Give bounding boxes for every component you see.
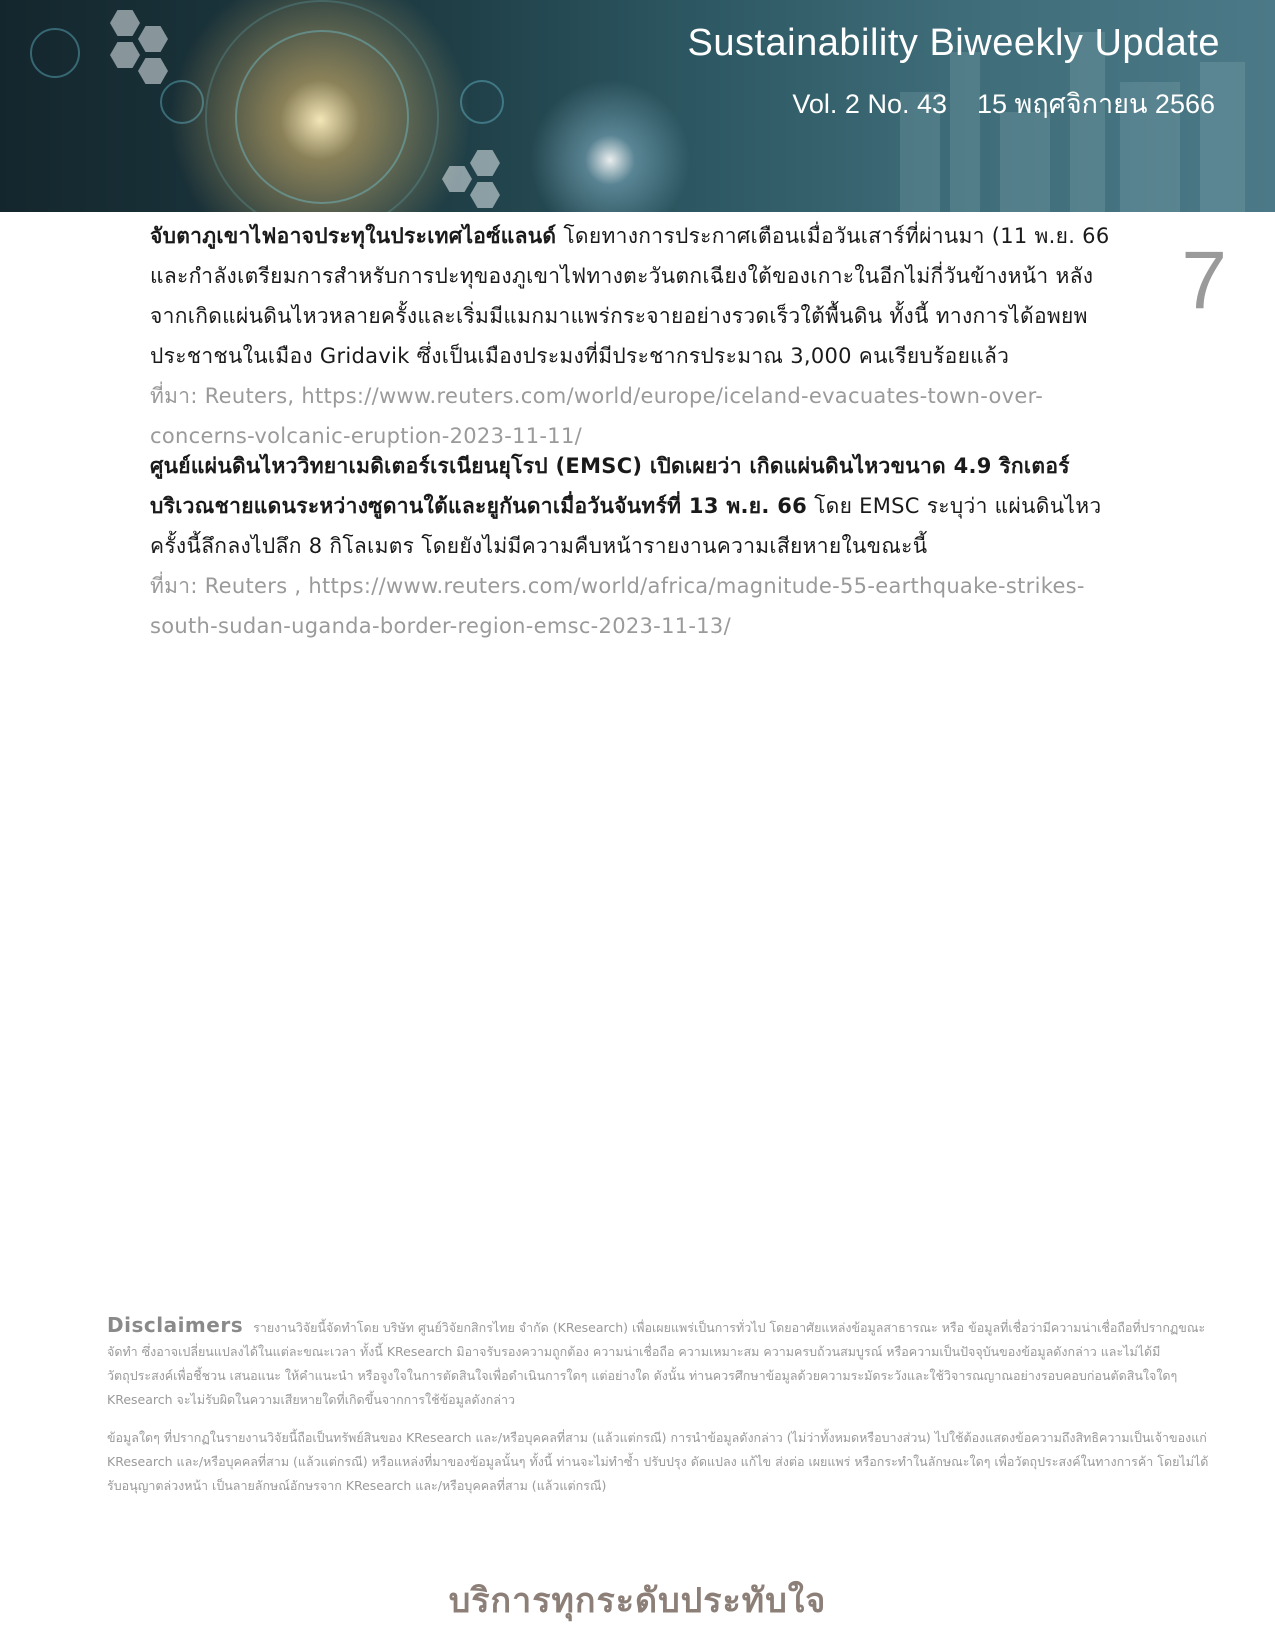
hexagon-decoration <box>110 42 140 68</box>
disclaimer-paragraph <box>107 1313 1215 1412</box>
hexagon-decoration <box>470 150 500 176</box>
disclaimer-block <box>107 1313 1215 1412</box>
issue-volume: Vol. 2 No. 43 <box>792 89 947 119</box>
city-building <box>950 52 980 212</box>
disclaimer-text: รายงานวิจัยนี้จัดทำโดย บริษัท ศูนย์วิจัยกสิกรไทย จำกัด (KResearch) เพื่อเผยแพร่เป็นการทั่วไป โดยอาศัยแหล่งข้อมูลสาธารณะ หรือ ข้อมูลที่เชื่อว่ามีความน่าเชื่อถือที่ปรากฏขณะจัดทำ ซึ่งอาจเปลี่ยนแปลงได้ในแต่ละขณะเวลา ทั้งนี้ KResearch มิอาจรับรองความถูกต้อง ความน่าเชื่อถือ ความเหมาะสม ความครบถ้วนสมบูรณ์ หรือความเป็นปัจจุบันของข้อมูลดังกล่าว และไม่ได้มีวัตถุประสงค์เพื่อชี้ชวน เสนอแนะ ให้คำแนะนำ หรือจูงใจในการตัดสินใจเพื่อดำเนินการใดๆ แต่อย่างใด ดังนั้น ท่านควรศึกษาข้อมูลด้วยความระมัดระวังและใช้วิจารณญาณอย่างรอบคอบก่อนตัดสินใจใดๆ KResearch จะไม่รับผิดในความเสียหายใดที่เกิดขึ้นจากการใช้ข้อมูลดังกล่าว <box>107 1320 1206 1407</box>
news-headline: จับตาภูเขาไฟอาจประทุในประเทศไอซ์แลนด์ <box>150 224 557 248</box>
footer-slogan: บริการทุกระดับประทับใจ <box>448 1581 827 1621</box>
hexagon-decoration <box>110 10 140 36</box>
recycle-icon <box>460 80 504 124</box>
hexagon-decoration <box>442 166 472 192</box>
news-paragraph <box>150 216 1125 376</box>
hexagon-decoration <box>138 58 168 84</box>
news-item-earthquake <box>150 446 1125 646</box>
hexagon-decoration <box>138 26 168 52</box>
circuit-ring-decoration <box>205 0 439 212</box>
disclaimer-heading: Disclaimers <box>107 1313 244 1337</box>
city-building <box>1000 112 1050 212</box>
news-item-iceland <box>150 216 1125 456</box>
news-source: ที่มา: Reuters , https://www.reuters.com/world/africa/magnitude-55-earthquake-strikes-south-sudan-uganda-border-region-emsc-2023-11-13/ <box>150 574 1085 638</box>
hexagon-decoration <box>470 182 500 208</box>
page-number: 7 <box>1181 235 1227 326</box>
plant-icon <box>160 80 204 124</box>
leaf-icon <box>30 28 80 78</box>
newsletter-title: Sustainability Biweekly Update <box>687 22 1220 64</box>
disclaimer-text: ข้อมูลใดๆ ที่ปรากฏในรายงานวิจัยนี้ถือเป็นทรัพย์สินของ KResearch และ/หรือบุคคลที่สาม (แล้วแต่กรณี) การนำข้อมูลดังกล่าว (ไม่ว่าทั้งหมดหรือบางส่วน) ไปใช้ต้องแสดงข้อความถึงสิทธิความเป็นเจ้าของแก่ KResearch และ/หรือบุคคลที่สาม (แล้วแต่กรณี) หรือแหล่งที่มาของข้อมูลนั้นๆ ทั้งนี้ ท่านจะไม่ทำซ้ำ ปรับปรุง ดัดแปลง แก้ไข ส่งต่อ เผยแพร่ หรือกระทำในลักษณะใดๆ เพื่อวัตถุประสงค์ในทางการค้า โดยไม่ได้รับอนุญาตล่วงหน้า เป็นลายลักษณ์อักษรจาก KResearch และ/หรือบุคคลที่สาม (แล้วแต่กรณี) <box>107 1430 1209 1493</box>
disclaimer-block <box>107 1426 1215 1498</box>
issue-info <box>792 82 1215 125</box>
news-body: โดย EMSC ระบุว่า แผ่นดินไหวครั้งนี้ลึกลงไปลึก 8 กิโลเมตร โดยยังไม่มีความคืบหน้ารายงานความเสียหายในขณะนี้ <box>150 494 1102 558</box>
header-banner <box>0 0 1275 212</box>
issue-date: 15 พฤศจิกายน 2566 <box>977 89 1215 119</box>
news-source: ที่มา: Reuters, https://www.reuters.com/world/europe/iceland-evacuates-town-over-concerns-volcanic-eruption-2023-11-11/ <box>150 384 1044 448</box>
news-paragraph <box>150 446 1125 566</box>
news-headline: ศูนย์แผ่นดินไหววิทยาเมดิเตอร์เรเนียนยุโรป (EMSC) เปิดเผยว่า เกิดแผ่นดินไหวขนาด 4.9 ริกเตอร์บริเวณชายแดนระหว่างซูดานใต้และยูกันดาเมื่อวันจันทร์ที่ 13 พ.ย. 66 <box>150 454 1070 518</box>
news-body: โดยทางการประกาศเตือนเมื่อวันเสาร์ที่ผ่านมา (11 พ.ย. 66 และกำลังเตรียมการสำหรับการปะทุของภูเขาไฟทางตะวันตกเฉียงใต้ของเกาะในอีกไม่กี่วันข้างหน้า หลังจากเกิดแผ่นดินไหวหลายครั้งและเริ่มมีแมกมาแพร่กระจายอย่างรวดเร็วใต้พื้นดิน ทั้งนี้ ทางการได้อพยพประชาชนในเมือง Gridavik ซึ่งเป็นเมืองประมงที่มีประชากรประมาณ 3,000 คนเรียบร้อยแล้ว <box>150 224 1110 368</box>
